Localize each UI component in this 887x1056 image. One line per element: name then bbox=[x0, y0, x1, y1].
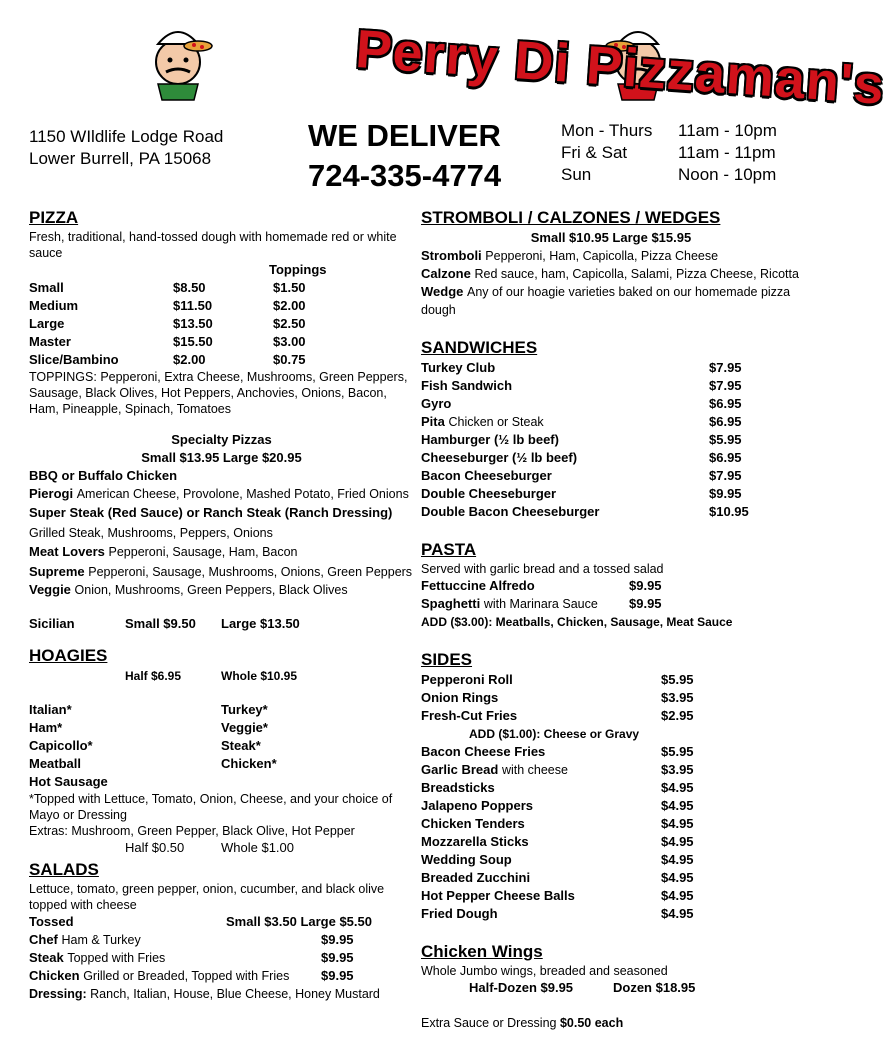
side-price: $3.95 bbox=[661, 762, 694, 777]
specialty-name: Super Steak (Red Sauce) or Ranch Steak (Ranch Dressing) bbox=[29, 505, 393, 520]
hoagie-row bbox=[29, 755, 414, 773]
pasta-row bbox=[421, 577, 801, 595]
pasta-desc-inline: with Marinara Sauce bbox=[483, 597, 598, 611]
salad-desc: Grilled or Breaded, Topped with Fries bbox=[83, 969, 290, 983]
side-name: Hot Pepper Cheese Balls bbox=[421, 888, 575, 903]
side-row bbox=[421, 707, 801, 725]
side-price: $4.95 bbox=[661, 798, 694, 813]
salad-desc: Topped with Fries bbox=[67, 951, 166, 965]
specialty-heading: Specialty Pizzas bbox=[171, 432, 272, 447]
pasta-price: $9.95 bbox=[629, 596, 662, 611]
sandwich-name: Fish Sandwich bbox=[421, 378, 513, 393]
stromboli-name: Stromboli bbox=[421, 248, 482, 263]
size-topping: $3.00 bbox=[273, 334, 306, 349]
wings-prices bbox=[421, 979, 801, 997]
side-price: $4.95 bbox=[661, 816, 694, 831]
hoagie-item: Meatball bbox=[29, 756, 82, 771]
hoagie-note: *Topped with Lettuce, Tomato, Onion, Cheese, and your choice of Mayo or Dressing bbox=[29, 792, 393, 822]
sandwich-row bbox=[421, 467, 801, 485]
dressing-label: Dressing: bbox=[29, 987, 87, 1001]
salad-name: Tossed bbox=[29, 914, 74, 929]
side-name: Wedding Soup bbox=[421, 852, 512, 867]
sandwich-row bbox=[421, 503, 801, 521]
hoagie-row bbox=[29, 773, 414, 791]
side-price: $4.95 bbox=[661, 870, 694, 885]
hoagie-whole: Whole $10.95 bbox=[221, 669, 298, 683]
side-name: Garlic Bread bbox=[421, 762, 499, 777]
side-price: $4.95 bbox=[661, 888, 694, 903]
sandwich-name: Double Bacon Cheeseburger bbox=[421, 504, 600, 519]
pizza-size-row bbox=[29, 333, 414, 351]
hoagie-row bbox=[29, 719, 414, 737]
salads-heading: SALADS bbox=[29, 860, 99, 879]
sandwich-row bbox=[421, 377, 801, 395]
side-price: $5.95 bbox=[661, 672, 694, 687]
hoagie-item: Ham* bbox=[29, 720, 63, 735]
pasta-add: ADD ($3.00): Meatballs, Chicken, Sausage, Meat Sauce bbox=[421, 615, 733, 629]
sandwich-name: Cheeseburger (½ lb beef) bbox=[421, 450, 578, 465]
stromboli-prices: Small $10.95 Large $15.95 bbox=[530, 230, 692, 245]
side-name: Chicken Tenders bbox=[421, 816, 525, 831]
hoagie-extras-prices bbox=[29, 839, 414, 857]
specialty-desc: Pepperoni, Sausage, Mushrooms, Onions, Green Peppers bbox=[88, 565, 413, 579]
side-name: Bacon Cheese Fries bbox=[421, 744, 546, 759]
hoagie-item: Steak* bbox=[221, 738, 261, 753]
sandwich-name: Pita bbox=[421, 414, 445, 429]
salad-desc: Ham & Turkey bbox=[61, 933, 141, 947]
sandwich-row bbox=[421, 413, 801, 431]
side-row bbox=[421, 833, 801, 851]
salad-row bbox=[29, 931, 414, 949]
sandwich-price: $7.95 bbox=[709, 360, 742, 375]
side-name: Pepperoni Roll bbox=[421, 672, 513, 687]
size-name: Master bbox=[29, 334, 71, 349]
hoagie-half: Half $6.95 bbox=[125, 669, 182, 683]
sides-add: ADD ($1.00): Cheese or Gravy bbox=[469, 727, 640, 741]
address-line: 1150 WIldlife Lodge Road bbox=[29, 127, 224, 146]
side-row bbox=[421, 815, 801, 833]
pasta-desc: Served with garlic bread and a tossed salad bbox=[421, 562, 664, 576]
hours-days: Mon - Thurs bbox=[561, 121, 653, 140]
specialty-name: Pierogi bbox=[29, 486, 74, 501]
side-row bbox=[421, 761, 801, 779]
side-price: $2.95 bbox=[661, 708, 694, 723]
size-price: $2.00 bbox=[173, 352, 206, 367]
side-name: Onion Rings bbox=[421, 690, 499, 705]
sandwich-row bbox=[421, 431, 801, 449]
hours bbox=[561, 120, 777, 186]
address-line: Lower Burrell, PA 15068 bbox=[29, 149, 212, 168]
stromboli-name: Calzone bbox=[421, 266, 471, 281]
sandwich-price: $7.95 bbox=[709, 468, 742, 483]
specialty-desc: Pepperoni, Sausage, Ham, Bacon bbox=[108, 545, 298, 559]
sandwich-name: Double Cheeseburger bbox=[421, 486, 557, 501]
hoagie-item: Turkey* bbox=[221, 702, 268, 717]
sandwich-row bbox=[421, 485, 801, 503]
hoagies-heading: HOAGIES bbox=[29, 646, 108, 665]
side-name: Fresh-Cut Fries bbox=[421, 708, 518, 723]
wings-half: Half-Dozen $9.95 bbox=[469, 980, 574, 995]
right-column bbox=[421, 207, 801, 1031]
hoagie-item: Chicken* bbox=[221, 756, 277, 771]
sandwich-name: Gyro bbox=[421, 396, 452, 411]
wings-dozen: Dozen $18.95 bbox=[613, 980, 696, 995]
stromboli-heading: STROMBOLI / CALZONES / WEDGES bbox=[421, 208, 721, 227]
dressing-row bbox=[29, 985, 414, 1003]
specialty-item bbox=[29, 503, 414, 543]
sandwich-name: Hamburger (½ lb beef) bbox=[421, 432, 559, 447]
hours-row bbox=[561, 164, 777, 186]
specialty-name: Supreme bbox=[29, 564, 85, 579]
side-row bbox=[421, 869, 801, 887]
pizza-sizes bbox=[29, 279, 414, 369]
sandwich-price: $7.95 bbox=[709, 378, 742, 393]
specialty-item bbox=[29, 467, 414, 485]
specialty-prices: Small $13.95 Large $20.95 bbox=[141, 450, 302, 465]
side-price: $4.95 bbox=[661, 906, 694, 921]
side-name: Fried Dough bbox=[421, 906, 498, 921]
sandwich-price: $6.95 bbox=[709, 396, 742, 411]
size-price: $8.50 bbox=[173, 280, 206, 295]
toppings-list: TOPPINGS: Pepperoni, Extra Cheese, Mushrooms, Green Peppers, Sausage, Black Olives, Hot Peppers, Anchovies, Onions, Bacon, Ham, Pineapple, Spinach, Tomatoes bbox=[29, 370, 408, 416]
hoagie-item: Capicollo* bbox=[29, 738, 93, 753]
address bbox=[29, 126, 223, 170]
size-price: $15.50 bbox=[173, 334, 213, 349]
size-name: Medium bbox=[29, 298, 79, 313]
side-price: $4.95 bbox=[661, 852, 694, 867]
pizza-size-row bbox=[29, 315, 414, 333]
extras-half: Half $0.50 bbox=[125, 840, 185, 855]
pasta-heading: PASTA bbox=[421, 540, 477, 559]
sandwich-desc: Chicken or Steak bbox=[448, 415, 544, 429]
pizza-heading: PIZZA bbox=[29, 208, 79, 227]
sandwich-price: $6.95 bbox=[709, 450, 742, 465]
salad-price: Small $3.50 Large $5.50 bbox=[226, 914, 372, 929]
hoagie-item: Hot Sausage bbox=[29, 774, 108, 789]
logo bbox=[150, 14, 887, 116]
side-row bbox=[421, 797, 801, 815]
wings-desc: Whole Jumbo wings, breaded and seasoned bbox=[421, 964, 668, 978]
pizza-size-row bbox=[29, 297, 414, 315]
sandwich-row bbox=[421, 359, 801, 377]
hoagie-item: Veggie* bbox=[221, 720, 268, 735]
salad-price: $9.95 bbox=[321, 968, 354, 983]
sicilian-small: Small $9.50 bbox=[125, 616, 196, 631]
specialty-item bbox=[29, 563, 414, 581]
toppings-header: Toppings bbox=[269, 262, 327, 277]
size-topping: $1.50 bbox=[273, 280, 306, 295]
sandwich-name: Turkey Club bbox=[421, 360, 496, 375]
side-price: $5.95 bbox=[661, 744, 694, 759]
hours-days: Fri & Sat bbox=[561, 143, 628, 162]
side-name: Mozzarella Sticks bbox=[421, 834, 529, 849]
side-desc: with cheese bbox=[501, 763, 568, 777]
side-name: Breadsticks bbox=[421, 780, 495, 795]
salad-row bbox=[29, 913, 414, 931]
sandwich-price: $9.95 bbox=[709, 486, 742, 501]
stromboli-item bbox=[421, 247, 801, 265]
side-row bbox=[421, 905, 801, 923]
side-row bbox=[421, 671, 801, 689]
sandwich-price: $6.95 bbox=[709, 414, 742, 429]
sicilian-row bbox=[29, 615, 414, 633]
specialty-item bbox=[29, 485, 414, 503]
stromboli-desc: Any of our hoagie varieties baked on our homemade pizza dough bbox=[421, 285, 791, 317]
hours-row bbox=[561, 120, 777, 142]
phone-number[interactable]: 724-335-4774 bbox=[308, 158, 502, 193]
salad-row bbox=[29, 949, 414, 967]
hours-time: 11am - 11pm bbox=[678, 143, 776, 162]
salad-name: Chicken bbox=[29, 968, 80, 983]
sandwiches-heading: SANDWICHES bbox=[421, 338, 538, 357]
wings-heading: Chicken Wings bbox=[421, 942, 543, 961]
sandwich-price: $10.95 bbox=[709, 504, 749, 519]
size-price: $13.50 bbox=[173, 316, 213, 331]
we-deliver: WE DELIVER bbox=[308, 118, 501, 153]
hours-row bbox=[561, 142, 777, 164]
delivery-block bbox=[308, 116, 501, 196]
size-topping: $2.50 bbox=[273, 316, 306, 331]
hoagie-row bbox=[29, 701, 414, 719]
pizza-size-row bbox=[29, 351, 414, 369]
side-row bbox=[421, 851, 801, 869]
dressing-list: Ranch, Italian, House, Blue Cheese, Honey Mustard bbox=[90, 987, 380, 1001]
specialty-item bbox=[29, 543, 414, 561]
stromboli-name: Wedge bbox=[421, 284, 464, 299]
pasta-name: Fettuccine Alfredo bbox=[421, 578, 535, 593]
specialty-desc: Grilled Steak, Mushrooms, Peppers, Onions bbox=[29, 526, 273, 540]
salads-desc: Lettuce, tomato, green pepper, onion, cucumber, and black olive topped with cheese bbox=[29, 882, 385, 912]
side-row bbox=[421, 743, 801, 761]
side-row bbox=[421, 689, 801, 707]
salad-name: Steak bbox=[29, 950, 64, 965]
hoagie-row bbox=[29, 737, 414, 755]
salad-price: $9.95 bbox=[321, 950, 354, 965]
specialty-name: BBQ or Buffalo Chicken bbox=[29, 468, 178, 483]
sides-heading: SIDES bbox=[421, 650, 473, 669]
side-row bbox=[421, 887, 801, 905]
pasta-price: $9.95 bbox=[629, 578, 662, 593]
stromboli-item bbox=[421, 265, 801, 283]
side-price: $3.95 bbox=[661, 690, 694, 705]
pizza-size-row bbox=[29, 279, 414, 297]
size-price: $11.50 bbox=[173, 298, 213, 313]
salad-name: Chef bbox=[29, 932, 58, 947]
salad-price: $9.95 bbox=[321, 932, 354, 947]
hours-time: 11am - 10pm bbox=[678, 121, 777, 140]
sandwich-price: $5.95 bbox=[709, 432, 742, 447]
side-price: $4.95 bbox=[661, 834, 694, 849]
extras-whole: Whole $1.00 bbox=[221, 840, 294, 855]
pasta-name: Spaghetti bbox=[421, 596, 481, 611]
side-price: $4.95 bbox=[661, 780, 694, 795]
side-name: Jalapeno Poppers bbox=[421, 798, 533, 813]
hoagie-extras: Extras: Mushroom, Green Pepper, Black Olive, Hot Pepper bbox=[29, 824, 355, 838]
stromboli-desc: Red sauce, ham, Capicolla, Salami, Pizza Cheese, Ricotta bbox=[474, 267, 799, 281]
pizza-desc: Fresh, traditional, hand-tossed dough with homemade red or white sauce bbox=[29, 230, 397, 260]
side-name: Breaded Zucchini bbox=[421, 870, 531, 885]
size-name: Slice/Bambino bbox=[29, 352, 119, 367]
salad-row bbox=[29, 967, 414, 985]
hours-time: Noon - 10pm bbox=[678, 165, 777, 184]
hoagie-item: Italian* bbox=[29, 702, 72, 717]
size-name: Large bbox=[29, 316, 65, 331]
sandwich-row bbox=[421, 395, 801, 413]
hours-days: Sun bbox=[561, 165, 592, 184]
stromboli-desc: Pepperoni, Ham, Capicolla, Pizza Cheese bbox=[485, 249, 719, 263]
wings-extra-label: Extra Sauce or Dressing bbox=[421, 1016, 557, 1030]
size-name: Small bbox=[29, 280, 64, 295]
hoagies-prices bbox=[29, 667, 414, 685]
specialty-name: Veggie bbox=[29, 582, 71, 597]
specialty-desc: Onion, Mushrooms, Green Peppers, Black Olives bbox=[74, 583, 348, 597]
sandwich-row bbox=[421, 449, 801, 467]
logo-text: Perry Di Pizzaman's bbox=[353, 18, 887, 116]
specialty-item bbox=[29, 581, 414, 599]
sicilian-large: Large $13.50 bbox=[221, 616, 300, 631]
sicilian-name: Sicilian bbox=[29, 616, 75, 631]
sandwich-name: Bacon Cheeseburger bbox=[421, 468, 552, 483]
side-row bbox=[421, 779, 801, 797]
stromboli-item bbox=[421, 283, 801, 319]
size-topping: $0.75 bbox=[273, 352, 306, 367]
wings-extra-price: $0.50 each bbox=[559, 1016, 624, 1030]
pasta-row bbox=[421, 595, 801, 613]
specialty-name: Meat Lovers bbox=[29, 544, 105, 559]
left-column bbox=[29, 207, 414, 1003]
size-topping: $2.00 bbox=[273, 298, 306, 313]
specialty-desc: American Cheese, Provolone, Mashed Potato, Fried Onions bbox=[76, 487, 409, 501]
wings-extra bbox=[421, 1015, 801, 1031]
